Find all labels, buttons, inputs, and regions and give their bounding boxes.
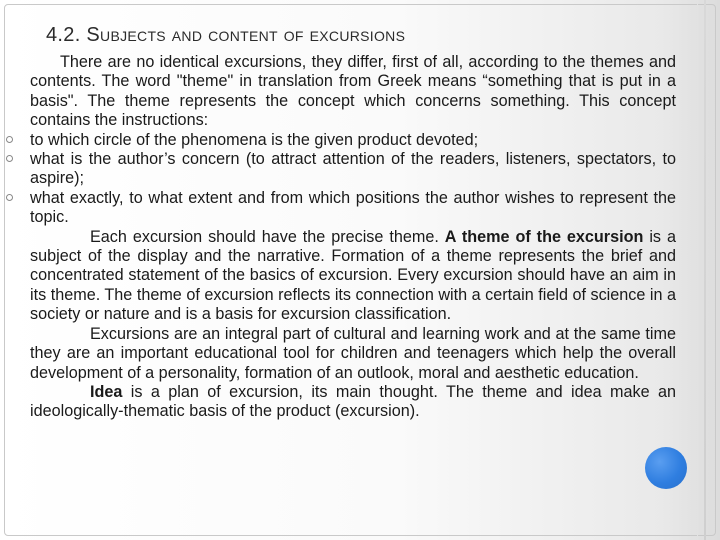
bullet-text: what is the author’s concern (to attract attention of the readers, listeners, spectators, to aspire); <box>30 150 676 188</box>
bullet-circle-icon <box>6 194 13 201</box>
idea-paragraph <box>30 383 676 422</box>
bullet-text: what exactly, to what extent and from which positions the author wishes to represent the topic. <box>30 188 676 227</box>
bullet-text: to which circle of the phenomena is the given product devoted; <box>30 130 479 149</box>
idea-bold-term: Idea <box>90 382 123 401</box>
idea-rest-text: is a plan of excursion, its main thought. The theme and idea make an ideologically-thematic basis of the product (excursion). <box>30 382 676 421</box>
bullet-item-3 <box>30 189 676 228</box>
decorative-blue-circle <box>645 447 687 489</box>
intro-paragraph: There are no identical excursions, they differ, first of all, according to the themes and contents. The word "theme" in translation from Greek means “something that is put in a basis". The theme represents the concept which concerns something. This concept contains the instructions: <box>30 53 676 130</box>
theme-rest-text: is a subject of the display and the narrative. Formation of a theme represents the brief and concentrated statement of the basics of excursion. Every excursion should have an aim in its theme. The theme of excursion reflects its connection with a certain field of science in a society or nature and is a basis for excursion classification. <box>30 227 676 324</box>
frame-border-line <box>704 0 706 540</box>
frame-border-line-inner <box>697 0 698 540</box>
theme-paragraph <box>30 228 676 325</box>
bullet-circle-icon <box>6 155 13 162</box>
slide-title: 4.2. Subjects and content of excursions <box>46 24 406 46</box>
integral-paragraph: Excursions are an integral part of cultural and learning work and at the same time they are an important educational tool for children and teenagers which help the overall development of a personality, formation of an outlook, moral and aesthetic education. <box>30 324 676 382</box>
bullet-circle-icon <box>6 136 13 143</box>
bullet-item-1 <box>30 131 676 150</box>
theme-bold-term: A theme of the excursion <box>444 227 644 246</box>
slide-body <box>30 53 676 422</box>
bullet-item-2 <box>30 150 676 189</box>
theme-lead-text: Each excursion should have the precise theme. <box>90 227 445 246</box>
